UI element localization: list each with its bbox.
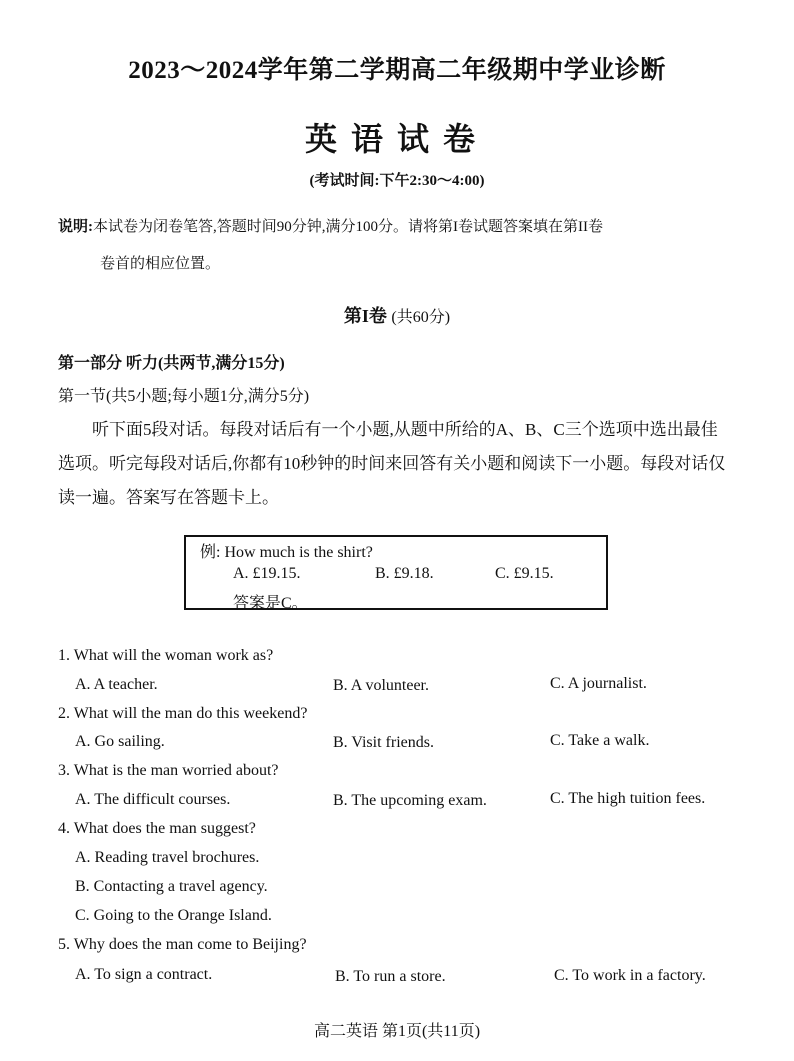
- question-2-option-c[interactable]: C. Take a walk.: [550, 732, 650, 749]
- question-3-option-c[interactable]: C. The high tuition fees.: [550, 790, 706, 807]
- example-option-c: C. £9.15.: [495, 565, 554, 582]
- example-answer: 答案是C。: [233, 595, 308, 612]
- question-3-option-a[interactable]: A. The difficult courses.: [75, 791, 231, 808]
- exam-time: (考试时间:下午2:30～4:00): [309, 173, 485, 189]
- volume-title: 第I卷: [343, 306, 387, 326]
- instructions-text: 本试卷为闭卷笔答,答题时间90分钟,满分100分。请将第I卷试题答案填在第II卷: [93, 219, 603, 235]
- subject-title: 英语试卷: [304, 121, 489, 157]
- question-5-option-c[interactable]: C. To work in a factory.: [554, 967, 706, 984]
- question-1-option-c[interactable]: C. A journalist.: [550, 675, 647, 692]
- example-option-a: A. £19.15.: [233, 565, 301, 582]
- example-question: [200, 539, 373, 562]
- volume-heading: [0, 302, 794, 328]
- example-option-b: B. £9.18.: [375, 565, 434, 582]
- question-2-stem: 2. What will the man do this weekend?: [58, 705, 308, 722]
- exam-title: 2023～2024学年第二学期高二年级期中学业诊断: [128, 57, 666, 84]
- question-3-stem: 3. What is the man worried about?: [58, 762, 279, 779]
- volume-score: (共60分): [391, 309, 451, 326]
- question-4-option-a[interactable]: A. Reading travel brochures.: [75, 849, 260, 866]
- question-4-option-b[interactable]: B. Contacting a travel agency.: [75, 878, 268, 895]
- question-5-option-a[interactable]: A. To sign a contract.: [75, 966, 213, 983]
- question-5-option-b[interactable]: B. To run a store.: [335, 968, 446, 985]
- instructions-label: 说明:: [58, 219, 93, 235]
- question-1-option-b[interactable]: B. A volunteer.: [333, 677, 429, 694]
- example-question-text: How much is the shirt?: [224, 544, 373, 561]
- subsection-title: 第一节(共5小题;每小题1分,满分5分): [58, 388, 310, 405]
- question-2-option-a[interactable]: A. Go sailing.: [75, 733, 165, 750]
- page-footer: 高二英语 第1页(共11页): [313, 1023, 481, 1040]
- part-title: 第一部分 听力(共两节,满分15分): [58, 355, 285, 372]
- question-1-stem: 1. What will the woman work as?: [58, 647, 274, 664]
- question-3-option-b[interactable]: B. The upcoming exam.: [333, 792, 487, 809]
- question-2-option-b[interactable]: B. Visit friends.: [333, 734, 434, 751]
- example-label: 例:: [200, 544, 221, 561]
- question-5-stem: 5. Why does the man come to Beijing?: [58, 936, 307, 953]
- instructions-line1: [58, 215, 603, 236]
- question-4-stem: 4. What does the man suggest?: [58, 820, 256, 837]
- directions-paragraph: 听下面5段对话。每段对话后有一个小题,从题中所给的A、B、C三个选项中选出最佳选项。听完每段对话后,你都有10秒钟的时间来回答有关小题和阅读下一小题。每段对话仅读一遍。答案写在答题卡上。: [58, 420, 726, 507]
- instructions-line2: 卷首的相应位置。: [100, 256, 221, 272]
- question-1-option-a[interactable]: A. A teacher.: [75, 676, 158, 693]
- question-4-option-c[interactable]: C. Going to the Orange Island.: [75, 907, 272, 924]
